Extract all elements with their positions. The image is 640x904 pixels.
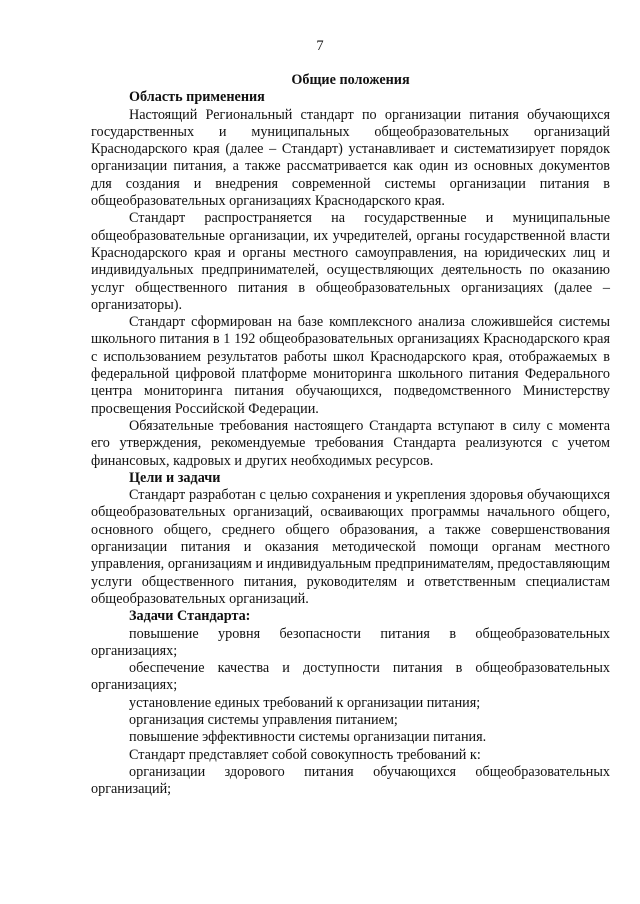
scope-paragraph-3: Стандарт сформирован на базе комплексного анализа сложившейся системы школьного питания в 1 192 общеобразовательных организациях Краснодарского края с использованием результатов работы школ Краснодарского края, отображаемых в федеральной цифровой платформе мониторинга школьного питания Федерального центра мониторинга питания обучающихся, подведомственного Министерству просвещения Российской Федерации. [91, 314, 610, 417]
scope-paragraph-2: Стандарт распространяется на государственные и муниципальные общеобразовательные организации, их учредителей, органы государственной власти Краснодарского края и органы местного самоуправления, на юридических лиц и индивидуальных предпринимателей, осуществляющих деятельность по оказанию услуг общественного питания в общеобразовательных организациях (далее – организаторы). [91, 210, 610, 313]
requirement-item-1: организации здорового питания обучающихся общеобразовательных организаций; [91, 763, 610, 798]
scope-paragraph-4: Обязательные требования настоящего Стандарта вступают в силу с момента его утверждения, рекомендуемые требования Стандарта реализуются с учетом финансовых, кадровых и других необходимых ресурсов. [91, 417, 610, 469]
scope-heading: Область применения [129, 89, 265, 106]
task-item-4: организация системы управления питанием; [129, 711, 398, 728]
task-item-1: повышение уровня безопасности питания в общеобразовательных организациях; [91, 625, 610, 659]
task-item-3: установление единых требований к организации питания; [129, 694, 481, 711]
task-item-5: повышение эффективности системы организации питания. [129, 729, 487, 746]
task-item-2: обеспечение качества и доступности питания в общеобразовательных организациях; [91, 660, 610, 694]
page-number: 7 [316, 38, 324, 54]
requirements-intro: Стандарт представляет собой совокупность требований к: [129, 746, 481, 763]
section-title: Общие положения [291, 72, 410, 88]
tasks-heading: Задачи Стандарта: [129, 608, 251, 625]
goals-paragraph: Стандарт разработан с целью сохранения и укрепления здоровья обучающихся общеобразовательных организаций, осваивающих программы начального общего, основного общего, среднего общего образования, а также совершенствования организации питания и оказания методической помощи органам местного управления, организациям и индивидуальным предпринимателям, предоставляющим услуги общественного питания, руководителям и ответственным специалистам общеобразовательных организаций. [91, 487, 610, 607]
scope-paragraph-1: Настоящий Региональный стандарт по организации питания обучающихся государственных и муниципальных общеобразовательных организаций Краснодарского края (далее – Стандарт) устанавливает и систематизирует порядок организации питания, а также рассматривается как один из основных документов для создания и внедрения современной системы организации питания в общеобразовательных организациях Краснодарского края. [91, 106, 610, 210]
page-content [91, 72, 610, 798]
goals-heading: Цели и задачи [129, 469, 221, 486]
